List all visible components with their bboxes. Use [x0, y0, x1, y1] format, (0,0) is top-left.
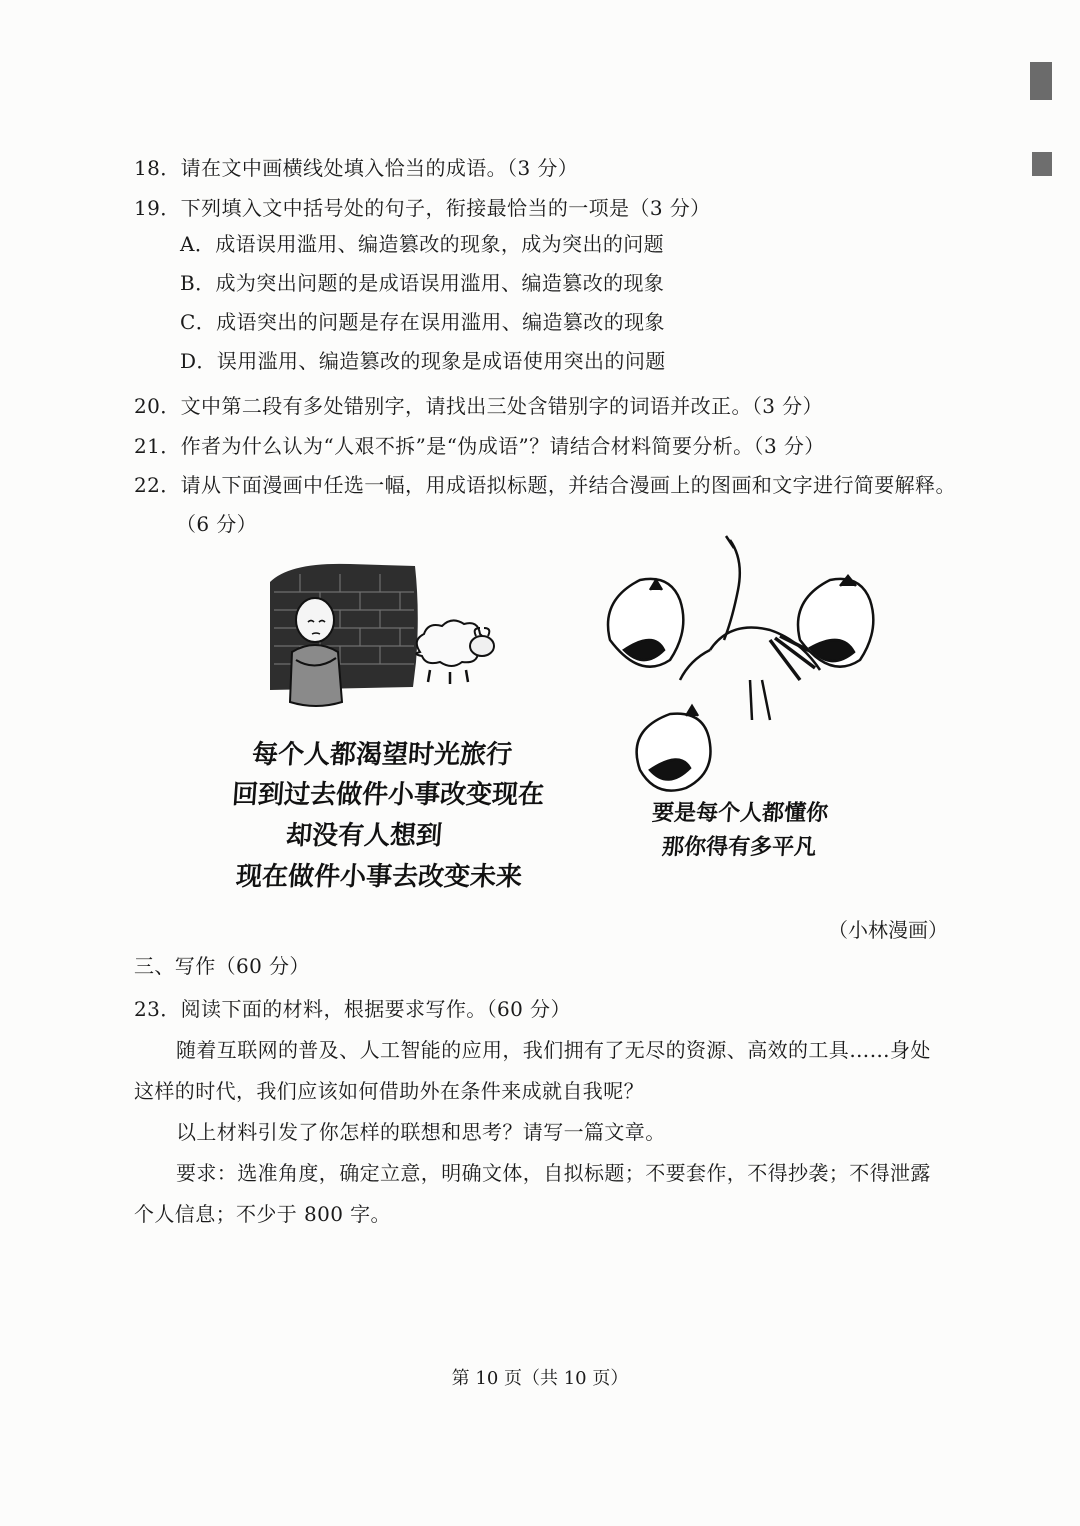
- question-21: 21．作者为什么认为“人艰不拆”是“伪成语”？请结合材料简要分析。（3 分）: [134, 434, 825, 458]
- right-caption-line-2: 那你得有多平凡: [661, 835, 817, 860]
- option-b: B．成为突出问题的是成语误用滥用、编造篡改的现象: [180, 271, 665, 295]
- left-caption-line-4: 现在做件小事去改变未来: [234, 862, 524, 892]
- requirements-line-2: 个人信息；不少于 800 字。: [134, 1202, 391, 1226]
- scan-marker-top: [1030, 62, 1052, 100]
- comic-left-illustration: [230, 552, 520, 912]
- question-23: 23．阅读下面的材料，根据要求写作。（60 分）: [134, 997, 571, 1021]
- right-caption-line-1: 要是每个人都懂你: [651, 801, 829, 826]
- question-22-points: （6 分）: [176, 512, 258, 536]
- sheep-icon: [416, 620, 494, 684]
- section-title-writing: 三、写作（60 分）: [134, 954, 310, 978]
- question-18: 18．请在文中画横线处填入恰当的成语。（3 分）: [134, 156, 579, 180]
- question-19: 19．下列填入文中括号处的句子，衔接最恰当的一项是（3 分）: [134, 196, 711, 220]
- left-caption-line-2: 回到过去做件小事改变现在: [230, 780, 546, 810]
- sad-person-icon: [290, 598, 342, 706]
- question-20: 20．文中第二段有多处错别字，请找出三处含错别字的词语并改正。（3 分）: [134, 394, 823, 418]
- comic-credit: （小林漫画）: [828, 918, 948, 942]
- chicken-icon: [608, 576, 873, 791]
- left-caption-line-1: 每个人都渴望时光旅行: [250, 740, 514, 770]
- material-line-1: 随着互联网的普及、人工智能的应用，我们拥有了无尽的资源、高效的工具……身处: [176, 1038, 931, 1062]
- option-d: D．误用滥用、编造篡改的现象是成语使用突出的问题: [180, 349, 666, 373]
- page-footer: 第 10 页（共 10 页）: [451, 1368, 629, 1389]
- writing-prompt: 以上材料引发了你怎样的联想和思考？请写一篇文章。: [176, 1120, 666, 1144]
- requirements-line-1: 要求：选准角度，确定立意，明确文体，自拟标题；不要套作，不得抄袭；不得泄露: [176, 1161, 931, 1185]
- question-22: 22．请从下面漫画中任选一幅，用成语拟标题，并结合漫画上的图画和文字进行简要解释。: [134, 473, 956, 497]
- left-caption-line-3: 却没有人想到: [284, 821, 444, 851]
- material-line-2: 这样的时代，我们应该如何借助外在条件来成就自我呢？: [134, 1079, 644, 1103]
- option-c: C．成语突出的问题是存在误用滥用、编造篡改的现象: [180, 310, 665, 334]
- scan-marker-bottom: [1032, 152, 1052, 176]
- option-a: A．成语误用滥用、编造篡改的现象，成为突出的问题: [180, 232, 665, 256]
